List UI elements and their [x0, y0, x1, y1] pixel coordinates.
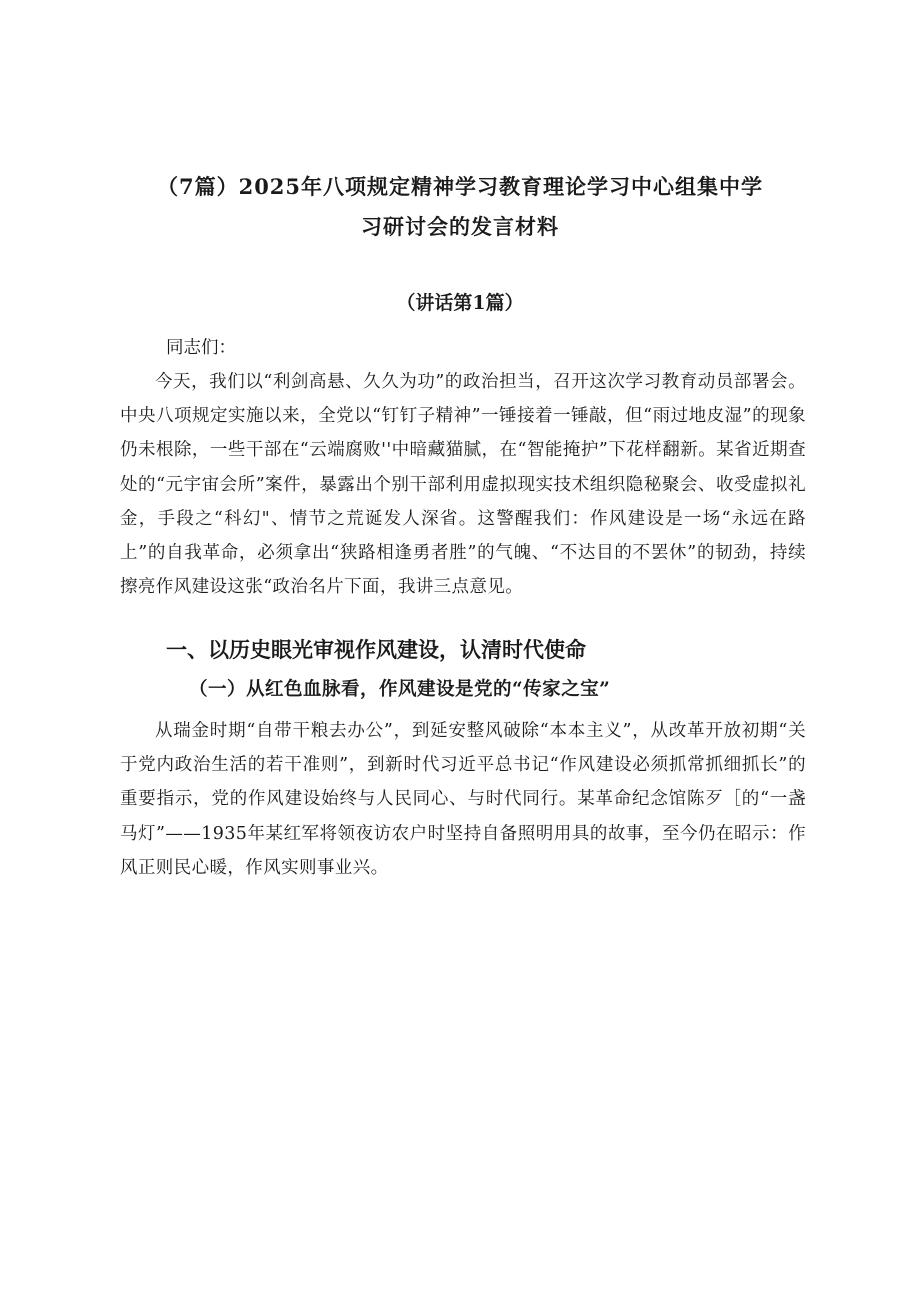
- salutation: 同志们：: [166, 338, 236, 358]
- opening-paragraph: 今天，我们以“利剑高悬、久久为功”的政治担当，召开这次学习教育动员部署会。中央八项规定实施以来，全党以“钉钉子精神”一锤接着一锤敲，但“雨过地皮湿”的现象仍未根除，一些干部在“云端腐败''中暗藏猫腻，在“智能掩护”下花样翻新。某省近期查处的“元宇宙会所”案件，暴露出个别干部利用虚拟现实技术组织隐秘聚会、收受虚拟礼金，手段之“科幻"、情节之荒诞发人深省。这警醒我们：作风建设是一场“永远在路上”的自我革命，必须拿出“狭路相逢勇者胜”的气魄、“不达目的不罢休”的韧劲，持续擦亮作风建设这张“政治名片下面，我讲三点意见。: [120, 372, 806, 598]
- body-paragraph: 从瑞金时期“自带干粮去办公”，到延安整风破除“本本主义”，从改革开放初期“关于党内政治生活的若干准则”，到新时代习近平总书记“作风建设必须抓常抓细抓长”的重要指示，党的作风建设始终与人民同心、与时代同行。某革命纪念馆陈歹［的“一盏马灯”——1935年某红军将领夜访农户时坚持自备照明用具的故事，至今仍在昭示：作风正则民心暖，作风实则事业兴。: [120, 721, 806, 878]
- speech-subtitle: （讲话第1篇）: [396, 292, 524, 314]
- subsection-heading-1: （一）从红色血脉看，作风建设是党的“传家之宝”: [189, 679, 611, 700]
- document-title-line-1: （7篇）2025年八项规定精神学习教育理论学习中心组集中学: [156, 174, 764, 199]
- document-title-line-2: 习研讨会的发言材料: [361, 214, 559, 239]
- section-heading-1: 一、以历史眼光审视作风建设，认清时代使命: [166, 638, 586, 662]
